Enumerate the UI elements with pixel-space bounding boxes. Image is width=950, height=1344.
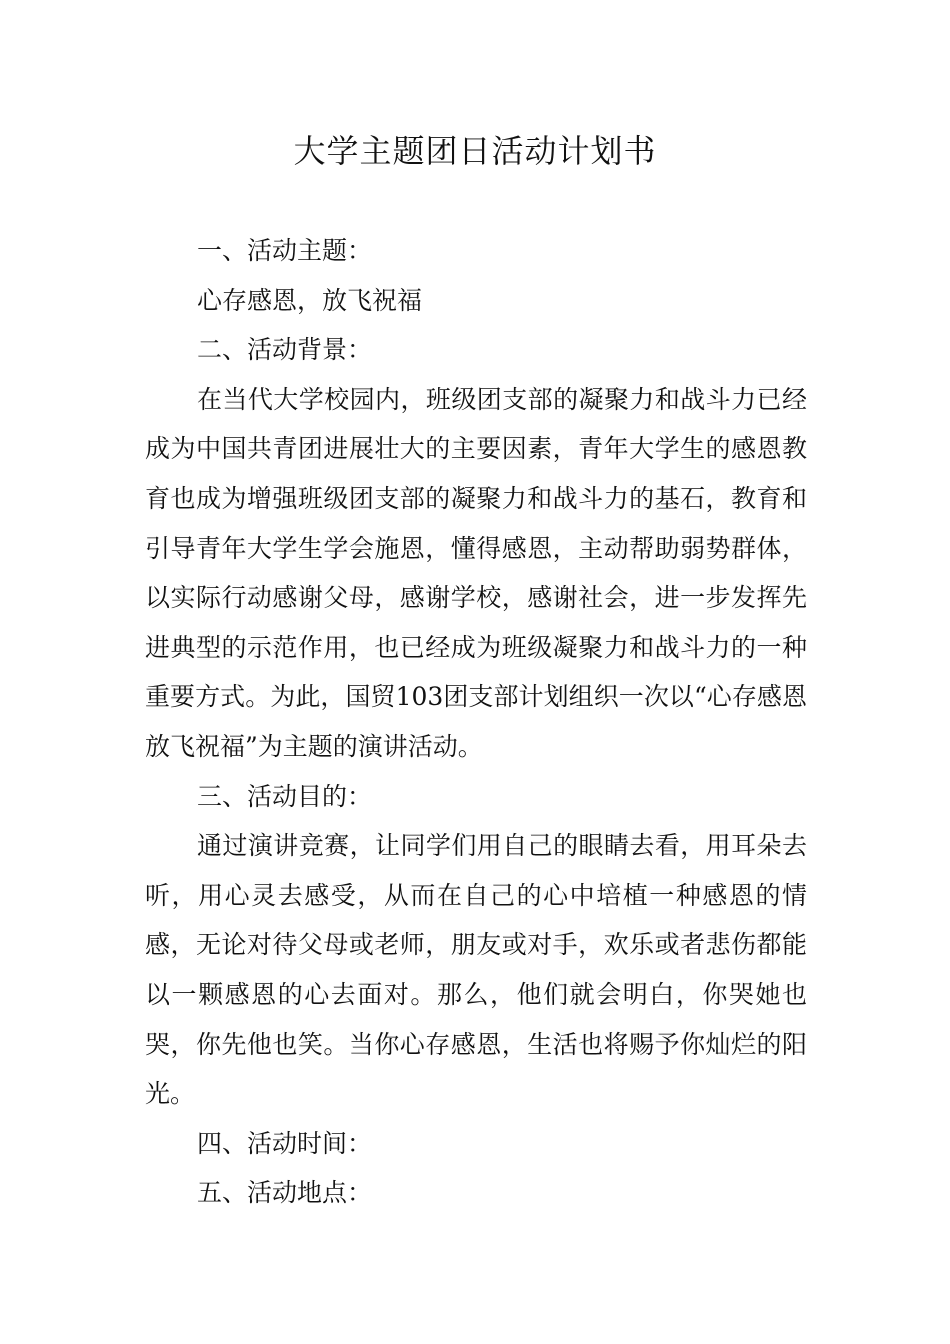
heading-activity-time: 四、活动时间： bbox=[197, 1128, 373, 1158]
document-body bbox=[145, 226, 807, 1218]
paragraph-purpose: 通过演讲竞赛，让同学们用自己的眼睛去看，用耳朵去听，用心灵去感受，从而在自己的心中培植一种感恩的情感，无论对待父母或老师，朋友或对手，欢乐或者悲伤都能以一颗感恩的心去面对。那么，他们就会明白，你哭她也哭，你先他也笑。当你心存感恩，生活也将赐予你灿烂的阳光。 bbox=[145, 831, 807, 1109]
heading-activity-theme: 一、活动主题： bbox=[197, 236, 373, 265]
paragraph-background: 在当代大学校园内，班级团支部的凝聚力和战斗力已经成为中国共青团进展壮大的主要因素，青年大学生的感恩教育也成为增强班级团支部的凝聚力和战斗力的基石，教育和引导青年大学生学会施恩，懂得感恩，主动帮助弱势群体，以实际行动感谢父母，感谢学校，感谢社会，进一步发挥先进典型的示范作用，也已经成为班级凝聚力和战斗力的一种重要方式。为此，国贸103团支部计划组织一次以“心存感恩放飞祝福”为主题的演讲活动。 bbox=[145, 384, 807, 761]
heading-activity-background: 二、活动背景： bbox=[197, 335, 373, 365]
heading-activity-location: 五、活动地点： bbox=[197, 1178, 373, 1208]
heading-activity-purpose: 三、活动目的： bbox=[197, 781, 373, 811]
document-title: 大学主题团日活动计划书 bbox=[293, 132, 657, 170]
paragraph-theme: 心存感恩，放飞祝福 bbox=[197, 285, 423, 315]
